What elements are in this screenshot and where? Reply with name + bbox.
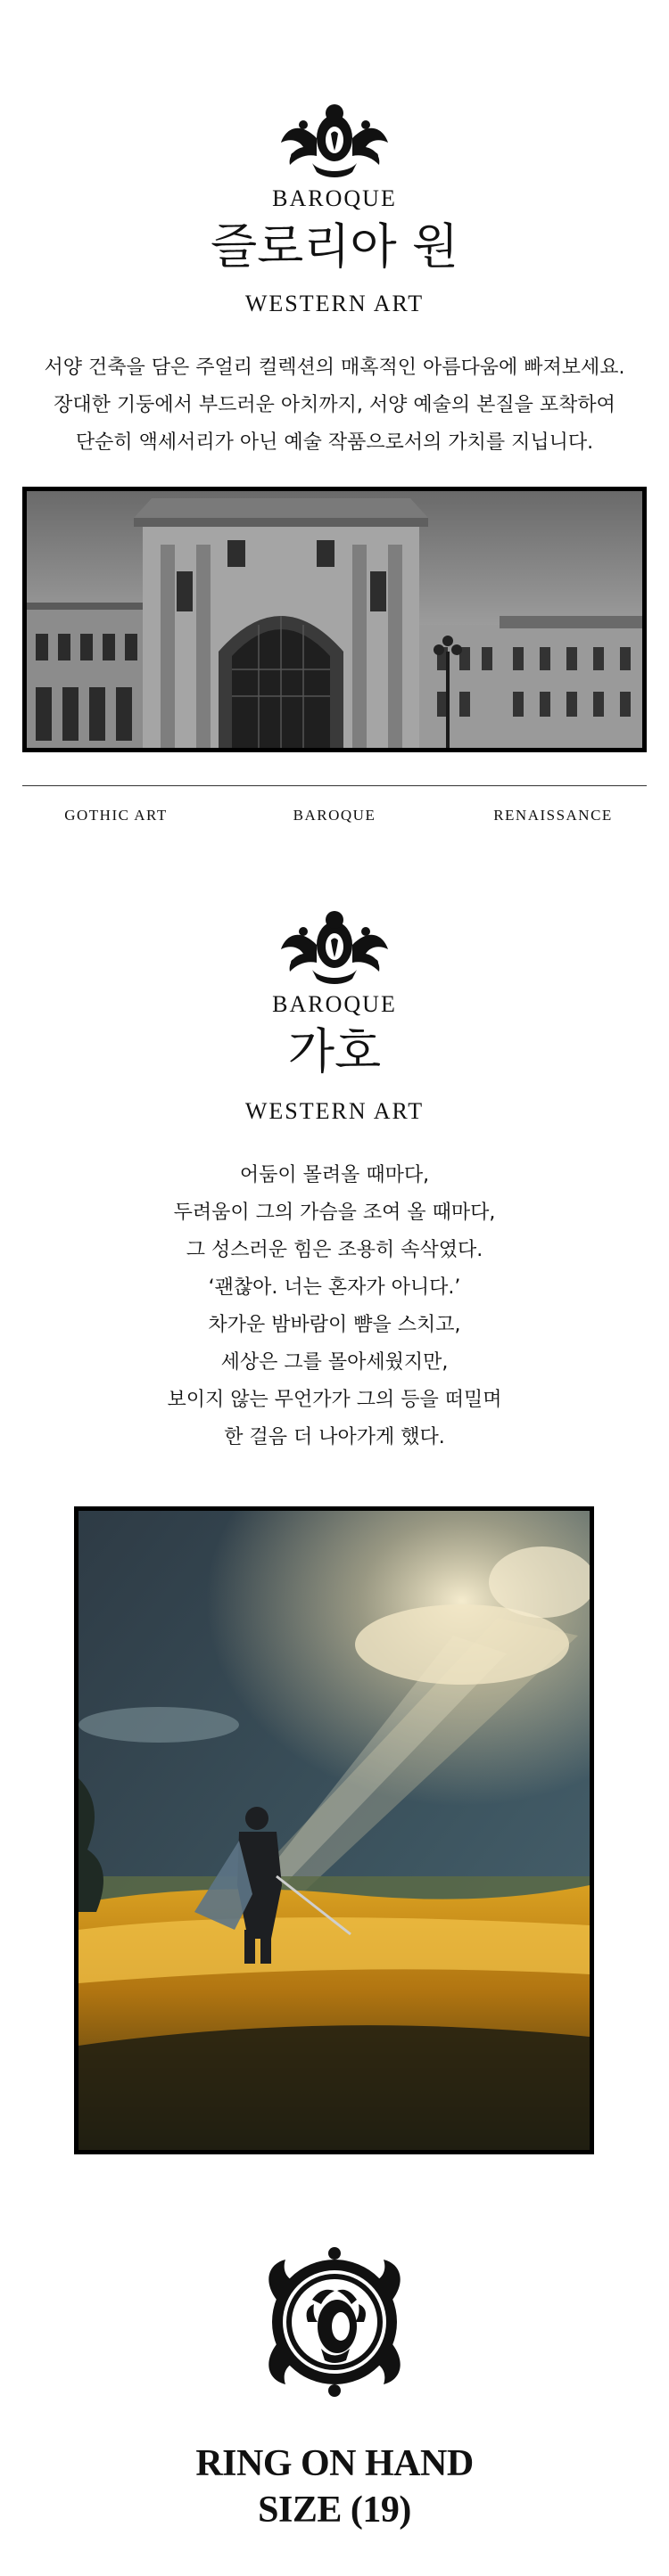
poem-line: ‘괜찮아. 너는 혼자가 아니다.’ bbox=[208, 1276, 461, 1299]
nav-gothic-art[interactable]: GOTHIC ART bbox=[64, 807, 168, 824]
style-subtitle: WESTERN ART bbox=[244, 1098, 425, 1124]
style-subtitle: WESTERN ART bbox=[244, 291, 425, 316]
architecture-photo bbox=[22, 487, 647, 752]
nav-renaissance[interactable]: RENAISSANCE bbox=[493, 807, 613, 824]
ring-title-line1: RING ON HAND bbox=[195, 2443, 474, 2484]
description-line: 장대한 기둥에서 부드러운 아치까지, 서양 예술의 본질을 포착하여 bbox=[54, 394, 615, 416]
ring-size-line: SIZE (19) bbox=[258, 2490, 411, 2531]
poem-text bbox=[0, 1157, 669, 1456]
style-label-top: BAROQUE bbox=[272, 991, 397, 1017]
style-label-top: BAROQUE bbox=[272, 185, 397, 211]
poem-line: 어둠이 몰려올 때마다, bbox=[239, 1164, 430, 1186]
baroque-crest-icon bbox=[263, 900, 406, 989]
knight-painting bbox=[74, 1506, 594, 2154]
product-title: 가호 bbox=[287, 1023, 382, 1079]
medusa-medallion-icon bbox=[259, 2246, 410, 2398]
poem-line: 한 걸음 더 나아가게 했다. bbox=[224, 1426, 445, 1448]
poem-line: 두려움이 그의 가슴을 조여 올 때마다, bbox=[173, 1202, 496, 1224]
product-title: 즐로리아 원 bbox=[211, 218, 458, 275]
nav-baroque[interactable]: BAROQUE bbox=[293, 807, 376, 824]
poem-line: 세상은 그를 몰아세웠지만, bbox=[220, 1351, 449, 1374]
description-line: 단순히 액세서리가 아닌 예술 작품으로서의 가치를 지닙니다. bbox=[75, 431, 594, 454]
section-divider bbox=[22, 785, 647, 786]
description-line: 서양 건축을 담은 주얼리 컬렉션의 매혹적인 아름다움에 빠져보세요. bbox=[44, 357, 625, 379]
poem-line: 그 성스러운 힘은 조용히 속삭였다. bbox=[186, 1239, 483, 1261]
poem-line: 보이지 않는 무언가가 그의 등을 떠밀며 bbox=[167, 1389, 502, 1411]
description-text bbox=[0, 349, 669, 462]
ring-title bbox=[0, 2441, 669, 2533]
poem-line: 차가운 밤바람이 뺨을 스치고, bbox=[208, 1314, 461, 1336]
baroque-crest-icon bbox=[263, 94, 406, 183]
